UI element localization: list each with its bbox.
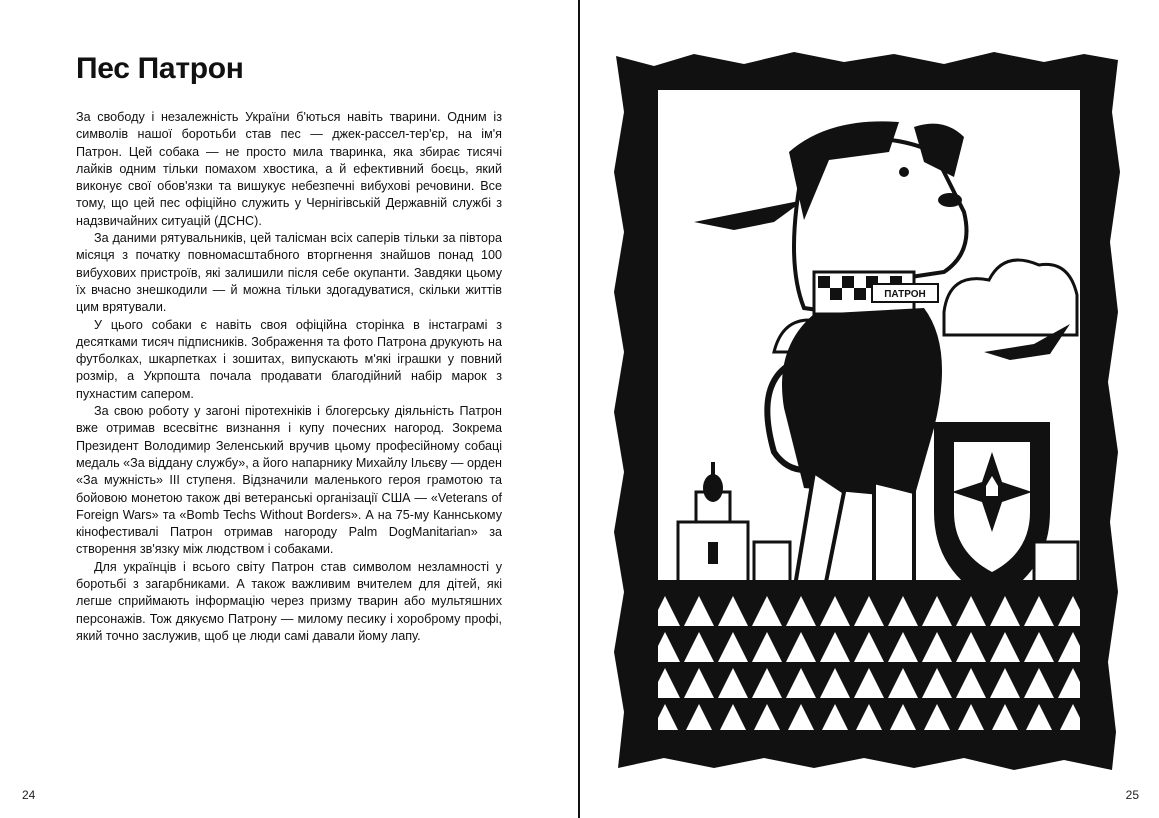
paragraph: За свободу і незалежність України б'ються навіть тварини. Одним із символів нашої боротьби став пес — джек-рассел-тер'єр, на ім'я Патрон. Цей собака — не просто мила тваринка, яка збирає тисячі лайків одним тільки помахом хвостика, а й ефективний боєць, який виконує свої обов'язки та вишукує небезпечні вибухові речовини. Все тому, що цей пес офіційно служить у Чернігівській Державній службі з надзвичайних ситуацій (ДСНС). [76, 110, 502, 228]
page-number: 25 [1125, 788, 1139, 802]
ground-line [658, 580, 1080, 590]
article-body [76, 109, 502, 645]
paragraph: У цього собаки є навіть своя офіційна сторінка в інстаграмі з десятками тисяч підписників. Зображення та фото Патрона друкують на футболках, шкарпетках і зошитах, випускають м'які іграшки у повний розмір, а Укрпошта почала продавати благодійний набір марок з пухнастим сапером. [76, 317, 502, 401]
paragraph: За даними рятувальників, цей талісман всіх саперів тільки за півтора місяця з початку повномасштабного вторгнення знайшов понад 100 вибухових пристроїв, які залишили після себе окупанти. Завдяки цьому їх вчасно знешкодили — й можна тільки здогадуватися, скільки життів цим врятували. [76, 231, 502, 315]
left-page [0, 0, 578, 818]
dog-leg [874, 482, 914, 592]
triangle-pattern [658, 590, 1080, 730]
paragraph: За свою роботу у загоні піротехніків і блогерську діяльність Патрон вже отримав всесвітнє визнання і купу почесних нагород. Зокрема Президент Володимир Зеленський вручив цьому професійному собаці медаль «За віддану службу», а його напарнику Михайлу Ільєву — орден «За мужність» ІІІ ступеня. Відзначили маленького героя грамотою та бойовою монетою також дві ветеранські організації США — «Veterans of Foreign Wars» та «Bomb Techs Without Borders». А на 75-му Каннському кінофестивалі Патрон отримав нагороду Palm DogManitarian» за створення зв'язку між людством і собаками. [76, 404, 502, 557]
dog-illustration [614, 52, 1120, 772]
collar-patch-text: ПАТРОН [884, 289, 926, 300]
page-number: 24 [22, 788, 36, 802]
right-page [580, 0, 1159, 818]
paragraph: Для українців і всього світу Патрон став символом незламності у боротьбі з загарбниками. А також важливим вчителем для дітей, які легше сприймають інформацію через призму тварин або мультяшних персонажів. Тож дякуємо Патрону — милому песику і хороброму профі, який точно заслужив, щоб це люди самі давали йому лапу. [76, 559, 502, 643]
page-title: Пес Патрон [76, 52, 244, 85]
